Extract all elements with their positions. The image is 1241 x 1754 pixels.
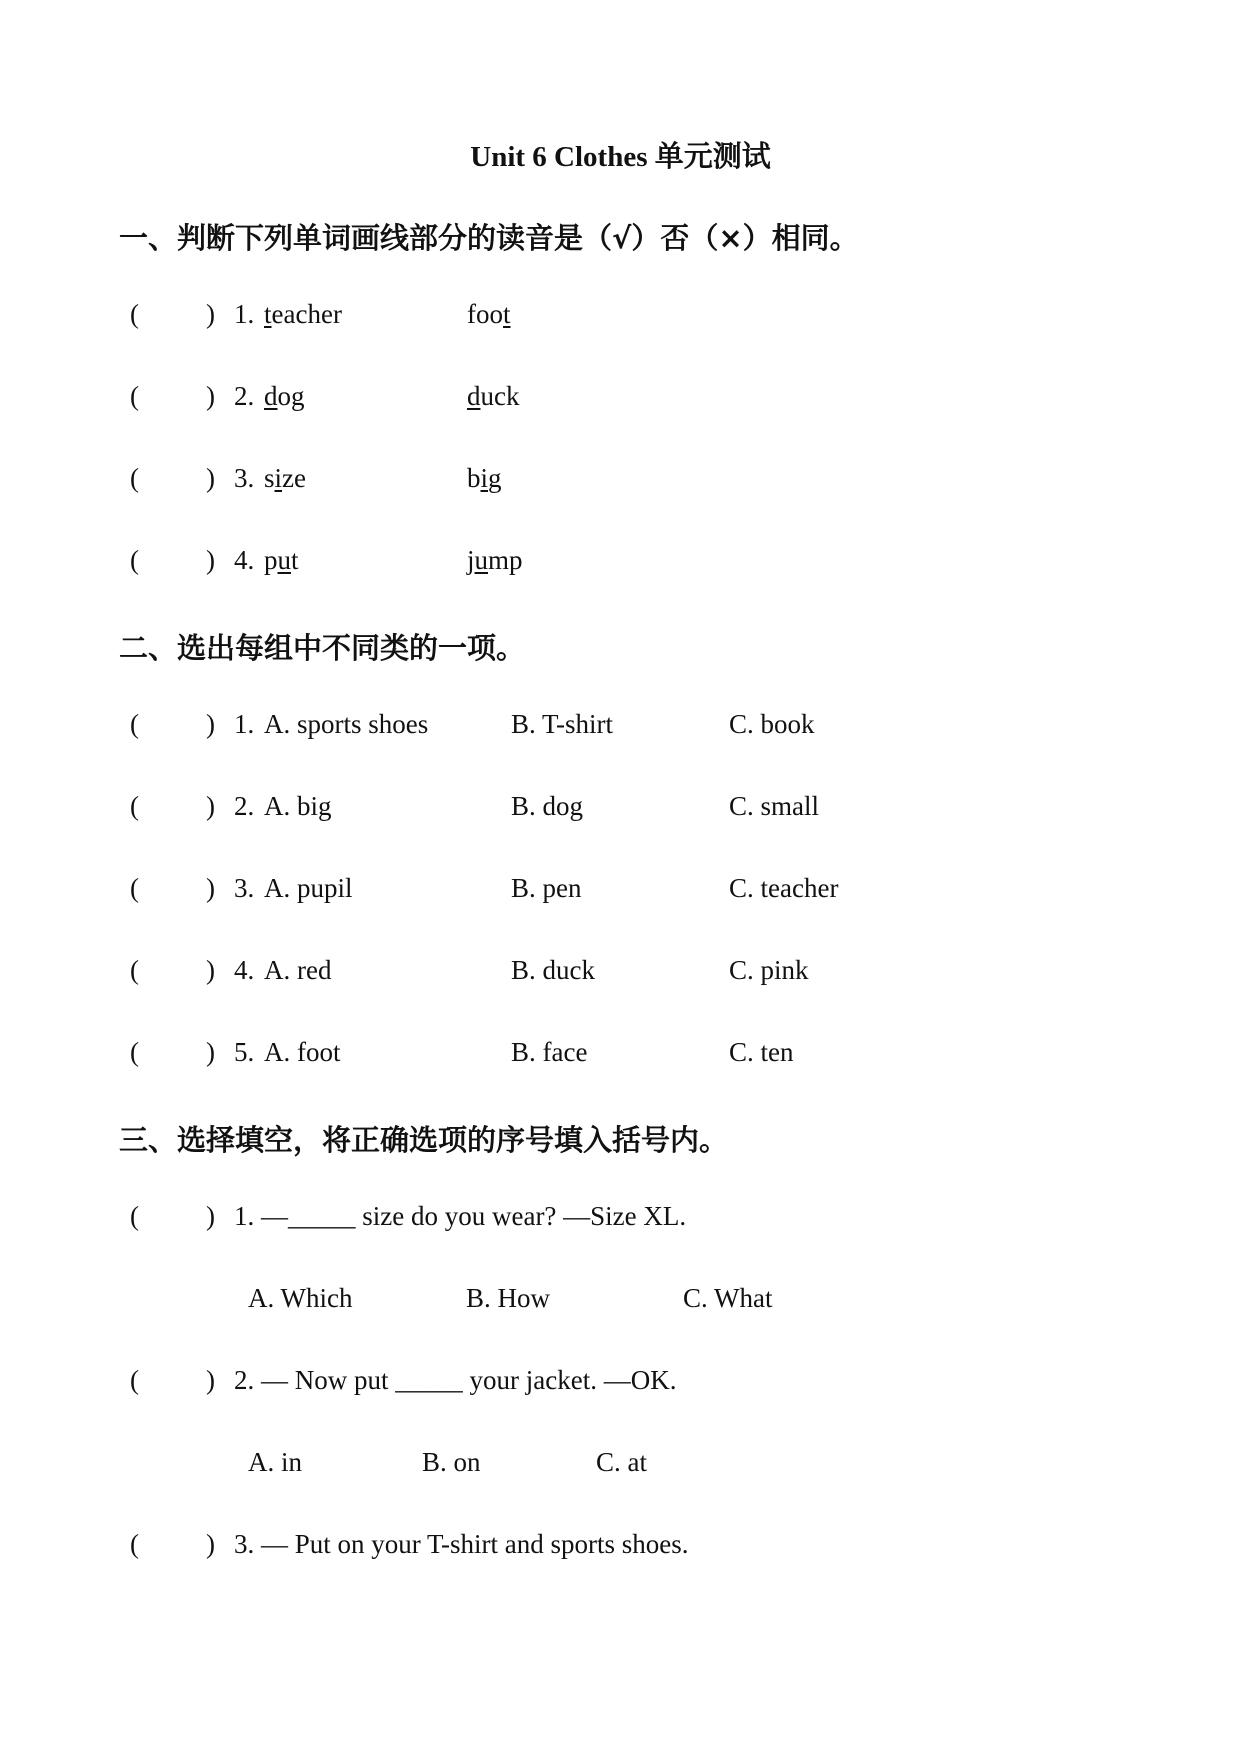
choice-row (0, 1447, 1241, 1487)
option-a: A. sports shoes (264, 709, 429, 739)
list-item (0, 1365, 1241, 1405)
word-two: big (467, 463, 502, 493)
section1-heading: 一、判断下列单词画线部分的读音是（√）否（×）相同。 (119, 221, 859, 255)
option-c: C. What (683, 1283, 773, 1313)
option-b: B. How (466, 1283, 551, 1313)
option-a: A. Which (248, 1283, 353, 1313)
word-two: duck (467, 381, 520, 411)
word-two: jump (467, 545, 523, 575)
option-b: B. on (422, 1447, 481, 1477)
list-item (0, 873, 1241, 913)
option-a: A. big (264, 791, 332, 821)
answer-blank-open[interactable]: ( (130, 381, 139, 411)
option-c: C. teacher (729, 873, 839, 903)
option-c: C. book (729, 709, 815, 739)
list-item (0, 1201, 1241, 1241)
item-number: 3. (234, 873, 255, 903)
page-title: Unit 6 Clothes 单元测试 (470, 141, 771, 173)
answer-blank-open[interactable]: ( (130, 791, 139, 821)
answer-blank-open[interactable]: ( (130, 955, 139, 985)
answer-blank-close: ) (206, 1365, 215, 1395)
option-b: B. pen (511, 873, 582, 903)
option-a: A. pupil (264, 873, 353, 903)
question-text: 2. — Now put _____ your jacket. —OK. (234, 1365, 677, 1395)
answer-blank-close: ) (206, 381, 215, 411)
item-number: 4. (234, 955, 255, 985)
answer-blank-close: ) (206, 791, 215, 821)
item-number: 1. (234, 299, 255, 329)
item-number: 2. (234, 791, 255, 821)
list-item (0, 1037, 1241, 1077)
answer-blank-open[interactable]: ( (130, 1201, 139, 1231)
option-c: C. pink (729, 955, 809, 985)
answer-blank-open[interactable]: ( (130, 873, 139, 903)
choice-row (0, 1283, 1241, 1323)
option-b: B. duck (511, 955, 595, 985)
answer-blank-open[interactable]: ( (130, 1365, 139, 1395)
word-one: dog (264, 381, 305, 411)
list-item (0, 955, 1241, 995)
option-b: B. dog (511, 791, 584, 821)
item-number: 4. (234, 545, 255, 575)
list-item (0, 791, 1241, 831)
item-number: 2. (234, 381, 255, 411)
word-two: foot (467, 299, 511, 329)
answer-blank-open[interactable]: ( (130, 463, 139, 493)
list-item (0, 709, 1241, 749)
answer-blank-close: ) (206, 873, 215, 903)
answer-blank-close: ) (206, 463, 215, 493)
word-one: teacher (264, 299, 342, 329)
answer-blank-open[interactable]: ( (130, 545, 139, 575)
answer-blank-open[interactable]: ( (130, 709, 139, 739)
answer-blank-close: ) (206, 545, 215, 575)
section2-heading: 二、选出每组中不同类的一项。 (119, 631, 526, 665)
option-b: B. T-shirt (511, 709, 614, 739)
item-number: 1. (234, 709, 255, 739)
item-number: 5. (234, 1037, 255, 1067)
option-c: C. ten (729, 1037, 794, 1067)
word-one: size (264, 463, 306, 493)
word-one: put (264, 545, 299, 575)
answer-blank-close: ) (206, 709, 215, 739)
option-b: B. face (511, 1037, 588, 1067)
item-number: 3. (234, 463, 255, 493)
list-item (0, 381, 1241, 421)
section3-heading: 三、选择填空，将正确选项的序号填入括号内。 (119, 1123, 729, 1157)
answer-blank-close: ) (206, 1201, 215, 1231)
option-a: A. foot (264, 1037, 341, 1067)
answer-blank-close: ) (206, 1529, 215, 1559)
option-a: A. in (248, 1447, 302, 1477)
answer-blank-close: ) (206, 299, 215, 329)
answer-blank-close: ) (206, 955, 215, 985)
option-c: C. small (729, 791, 820, 821)
list-item (0, 299, 1241, 339)
answer-blank-open[interactable]: ( (130, 1529, 139, 1559)
list-item (0, 1529, 1241, 1569)
question-text: 1. —_____ size do you wear? —Size XL. (234, 1201, 687, 1231)
answer-blank-open[interactable]: ( (130, 1037, 139, 1067)
answer-blank-open[interactable]: ( (130, 299, 139, 329)
option-a: A. red (264, 955, 332, 985)
list-item (0, 545, 1241, 585)
question-text: 3. — Put on your T-shirt and sports shoes. (234, 1529, 689, 1559)
option-c: C. at (596, 1447, 647, 1477)
answer-blank-close: ) (206, 1037, 215, 1067)
list-item (0, 463, 1241, 503)
